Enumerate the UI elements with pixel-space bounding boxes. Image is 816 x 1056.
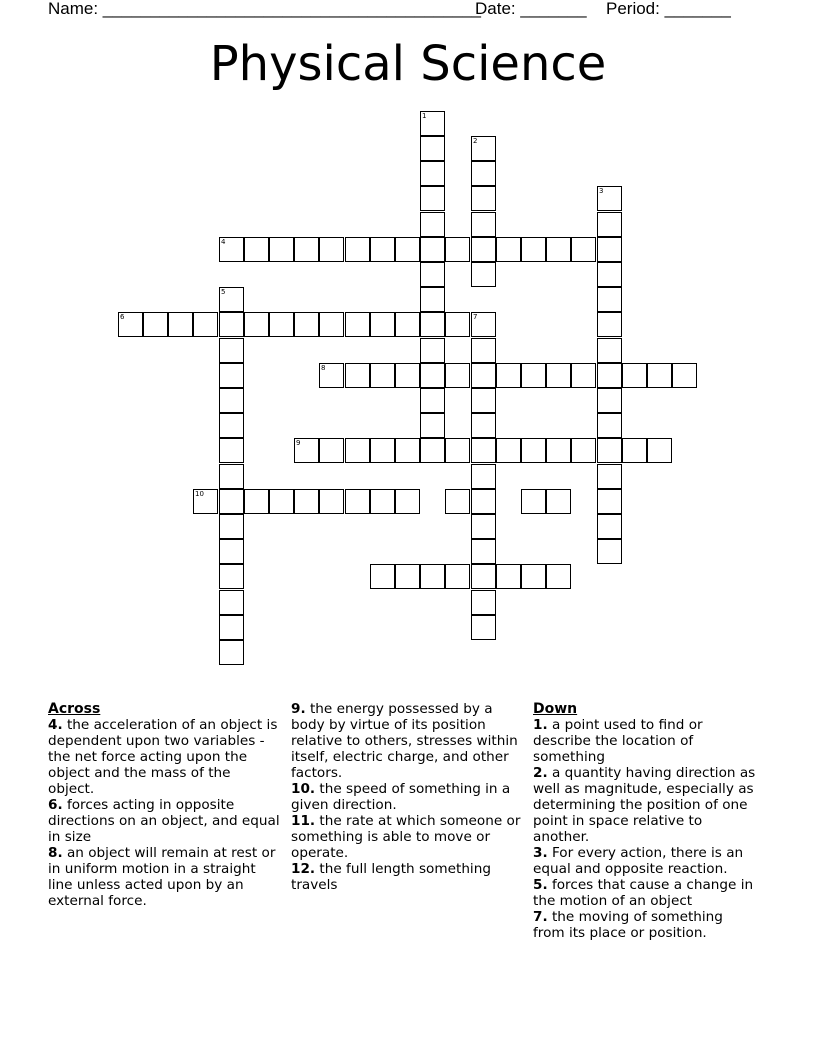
grid-cell[interactable] [445, 438, 470, 463]
page-title: Physical Science [209, 36, 607, 92]
grid-cell[interactable] [219, 464, 244, 489]
grid-cell[interactable] [471, 438, 496, 463]
grid-cell[interactable] [118, 312, 143, 337]
clue-number: 7 [473, 313, 478, 321]
across-clue-6: 6. forces acting in opposite directions on an object, and equal in size [48, 797, 280, 845]
grid-cell[interactable] [319, 312, 344, 337]
grid-cell[interactable] [345, 489, 370, 514]
grid-cell[interactable] [471, 464, 496, 489]
grid-cell[interactable] [445, 564, 470, 589]
across-clue-4: 4. the acceleration of an object is dependent upon two variables - the net force acting upon the object and the mass of the object. [48, 717, 278, 797]
grid-cell[interactable] [471, 186, 496, 211]
grid-cell[interactable] [219, 388, 244, 413]
grid-cell[interactable] [597, 312, 622, 337]
grid-cell[interactable] [294, 489, 319, 514]
grid-cell[interactable] [370, 489, 395, 514]
grid-cell[interactable] [471, 237, 496, 262]
grid-cell[interactable] [420, 262, 445, 287]
across-clue-12: 12. the full length something travels [291, 861, 491, 893]
across-clue-10: 10. the speed of something in a given direction. [291, 781, 511, 813]
grid-cell[interactable] [471, 539, 496, 564]
grid-cell[interactable] [420, 363, 445, 388]
grid-cell[interactable] [370, 237, 395, 262]
grid-cell[interactable] [294, 438, 319, 463]
grid-cell[interactable] [597, 413, 622, 438]
grid-cell[interactable] [597, 363, 622, 388]
grid-cell[interactable] [420, 564, 445, 589]
grid-cell[interactable] [571, 363, 596, 388]
grid-cell[interactable] [420, 212, 445, 237]
grid-cell[interactable] [395, 312, 420, 337]
period-field[interactable]: Period: _______ [606, 0, 731, 18]
grid-cell[interactable] [219, 564, 244, 589]
grid-cell[interactable] [571, 237, 596, 262]
grid-cell[interactable] [672, 363, 697, 388]
grid-cell[interactable] [471, 388, 496, 413]
grid-cell[interactable] [546, 237, 571, 262]
down-clue-1: 1. a point used to find or describe the location of something [533, 717, 703, 765]
grid-cell[interactable] [471, 590, 496, 615]
grid-cell[interactable] [244, 237, 269, 262]
grid-cell[interactable] [219, 489, 244, 514]
grid-cell[interactable] [319, 489, 344, 514]
grid-cell[interactable] [471, 212, 496, 237]
grid-cell[interactable] [546, 489, 571, 514]
grid-cell[interactable] [244, 489, 269, 514]
grid-cell[interactable] [319, 237, 344, 262]
grid-cell[interactable] [370, 564, 395, 589]
grid-cell[interactable] [546, 564, 571, 589]
grid-cell[interactable] [546, 363, 571, 388]
across-clues [48, 701, 280, 909]
grid-cell[interactable] [597, 514, 622, 539]
grid-cell[interactable] [622, 363, 647, 388]
across-clue-8: 8. an object will remain at rest or in uniform motion in a straight line unless acted upon by an external force. [48, 845, 276, 909]
clue-number: 1 [422, 112, 427, 120]
across-clue-9: 9. the energy possessed by a body by virtue of its position relative to others, stresses within itself, electric charge, and other factors. [291, 701, 518, 781]
grid-cell[interactable] [597, 237, 622, 262]
grid-cell[interactable] [294, 312, 319, 337]
grid-cell[interactable] [395, 363, 420, 388]
grid-cell[interactable] [420, 287, 445, 312]
grid-cell[interactable] [622, 438, 647, 463]
down-clue-2: 2. a quantity having direction as well as magnitude, especially as determining the position of one point in space relative to another. [533, 765, 756, 845]
grid-cell[interactable] [597, 287, 622, 312]
grid-cell[interactable] [471, 262, 496, 287]
grid-cell[interactable] [521, 564, 546, 589]
grid-cell[interactable] [471, 338, 496, 363]
across-clues-continued [291, 701, 525, 893]
grid-cell[interactable] [597, 388, 622, 413]
grid-cell[interactable] [219, 237, 244, 262]
grid-cell[interactable] [219, 363, 244, 388]
grid-cell[interactable] [496, 237, 521, 262]
grid-cell[interactable] [420, 237, 445, 262]
grid-cell[interactable] [345, 312, 370, 337]
grid-cell[interactable] [597, 212, 622, 237]
clue-number: 8 [321, 364, 326, 372]
grid-cell[interactable] [597, 438, 622, 463]
grid-cell[interactable] [294, 237, 319, 262]
grid-cell[interactable] [420, 312, 445, 337]
down-clue-5: 5. forces that cause a change in the motion of an object [533, 877, 754, 909]
clue-number: 3 [599, 187, 604, 195]
grid-cell[interactable] [597, 262, 622, 287]
grid-cell[interactable] [345, 237, 370, 262]
grid-cell[interactable] [395, 489, 420, 514]
grid-cell[interactable] [445, 363, 470, 388]
grid-cell[interactable] [168, 312, 193, 337]
date-field[interactable]: Date: _______ [475, 0, 587, 18]
grid-cell[interactable] [647, 363, 672, 388]
clue-number: 2 [473, 137, 478, 145]
grid-cell[interactable] [219, 640, 244, 665]
clue-number: 4 [221, 238, 226, 246]
grid-cell[interactable] [496, 438, 521, 463]
grid-cell[interactable] [471, 363, 496, 388]
across-clue-11: 11. the rate at which someone or something is able to move or operate. [291, 813, 521, 861]
clue-number: 5 [221, 288, 226, 296]
grid-cell[interactable] [521, 438, 546, 463]
grid-cell[interactable] [370, 438, 395, 463]
down-clue-7: 7. the moving of something from its place or position. [533, 909, 723, 941]
clue-number: 6 [120, 313, 125, 321]
grid-cell[interactable] [471, 161, 496, 186]
grid-cell[interactable] [395, 564, 420, 589]
grid-cell[interactable] [597, 186, 622, 211]
grid-cell[interactable] [219, 312, 244, 337]
grid-cell[interactable] [571, 438, 596, 463]
grid-cell[interactable] [219, 615, 244, 640]
grid-cell[interactable] [193, 312, 218, 337]
grid-cell[interactable] [395, 237, 420, 262]
grid-cell[interactable] [471, 136, 496, 161]
down-clues [533, 701, 758, 941]
grid-cell[interactable] [319, 363, 344, 388]
grid-cell[interactable] [219, 514, 244, 539]
grid-cell[interactable] [345, 438, 370, 463]
grid-cell[interactable] [597, 464, 622, 489]
grid-cell[interactable] [420, 438, 445, 463]
grid-cell[interactable] [143, 312, 168, 337]
grid-cell[interactable] [420, 136, 445, 161]
name-field[interactable]: Name: ________________________________________ [48, 0, 481, 18]
grid-cell[interactable] [370, 363, 395, 388]
grid-cell[interactable] [193, 489, 218, 514]
grid-cell[interactable] [395, 438, 420, 463]
grid-cell[interactable] [269, 489, 294, 514]
grid-cell[interactable] [219, 413, 244, 438]
grid-cell[interactable] [597, 539, 622, 564]
grid-cell[interactable] [471, 312, 496, 337]
grid-cell[interactable] [319, 438, 344, 463]
grid-cell[interactable] [471, 413, 496, 438]
grid-cell[interactable] [420, 161, 445, 186]
grid-cell[interactable] [471, 514, 496, 539]
grid-cell[interactable] [471, 615, 496, 640]
grid-cell[interactable] [471, 489, 496, 514]
grid-cell[interactable] [597, 489, 622, 514]
grid-cell[interactable] [420, 338, 445, 363]
grid-cell[interactable] [219, 590, 244, 615]
grid-cell[interactable] [420, 388, 445, 413]
grid-cell[interactable] [370, 312, 395, 337]
grid-cell[interactable] [219, 338, 244, 363]
grid-cell[interactable] [521, 489, 546, 514]
grid-cell[interactable] [546, 438, 571, 463]
down-clue-3: 3. For every action, there is an equal and opposite reaction. [533, 845, 744, 877]
grid-cell[interactable] [420, 111, 445, 136]
grid-cell[interactable] [345, 363, 370, 388]
grid-cell[interactable] [471, 564, 496, 589]
grid-cell[interactable] [496, 564, 521, 589]
grid-cell[interactable] [269, 312, 294, 337]
grid-cell[interactable] [521, 363, 546, 388]
grid-cell[interactable] [219, 287, 244, 312]
grid-cell[interactable] [420, 186, 445, 211]
grid-cell[interactable] [445, 237, 470, 262]
clue-number: 10 [195, 490, 204, 498]
student-info-header [48, 0, 768, 20]
grid-cell[interactable] [219, 438, 244, 463]
grid-cell[interactable] [496, 363, 521, 388]
grid-cell[interactable] [445, 312, 470, 337]
grid-cell[interactable] [445, 489, 470, 514]
grid-cell[interactable] [269, 237, 294, 262]
grid-cell[interactable] [521, 237, 546, 262]
down-heading: Down [533, 701, 578, 717]
grid-cell[interactable] [420, 413, 445, 438]
grid-cell[interactable] [647, 438, 672, 463]
grid-cell[interactable] [219, 539, 244, 564]
grid-cell[interactable] [597, 338, 622, 363]
across-heading: Across [48, 701, 101, 717]
clue-number: 9 [296, 439, 301, 447]
grid-cell[interactable] [244, 312, 269, 337]
